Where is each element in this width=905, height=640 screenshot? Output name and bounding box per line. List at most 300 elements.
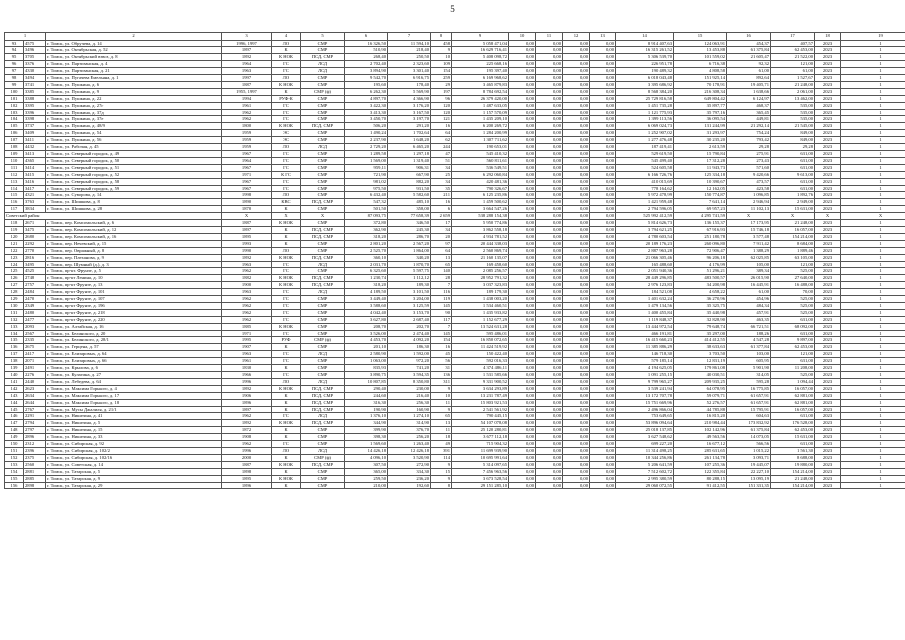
table-cell: 1 [841,95,905,102]
table-cell: 9 [431,461,452,468]
table-cell: 2484 [24,289,46,296]
table-cell: 15 795,91 [727,406,771,413]
table-cell: 62 453,00 [771,47,815,54]
table-cell: 715 904,32 [452,441,509,448]
table-cell: 3 627,80 [345,316,388,323]
table-cell: 3415 [24,171,46,178]
table-row [5,116,905,123]
table-cell: К НОК [272,461,301,468]
table-cell: СМР [301,240,345,247]
table-cell: 107 255,36 [674,461,727,468]
table-cell: 3 520,90 [388,454,431,461]
table-cell: 0,00 [563,102,590,109]
table-cell: 0,00 [509,144,536,151]
table-cell: К [272,365,301,372]
table-cell: 1962 [222,268,272,275]
table-cell: 54 107 078,08 [452,420,509,427]
table-cell: 0,00 [536,109,563,116]
table-cell: 1 277 476,48 [616,137,674,144]
table-row [5,185,905,192]
table-cell: г. Томск, ул. Кулагина, д. 27 [46,372,222,379]
table-cell: 0,00 [509,351,536,358]
table-cell: 604,63 [727,413,771,420]
table-cell: 36 095,54 [674,116,727,123]
table-cell: 125 334,18 [674,171,727,178]
table-cell: г. Томск, ул. Герцена, д. 57 [46,344,222,351]
table-cell: СМР (ф) [301,454,345,461]
table-row [5,233,905,240]
table-row [5,178,905,185]
table-cell: г. Томск, ул. Пушкина, д. 37д [46,109,222,116]
table-cell: 0,00 [563,40,590,47]
table-cell: 150 422,40 [452,351,509,358]
table-cell: 510,90 [345,47,388,54]
table-cell: 529 619,50 [616,151,674,158]
table-cell: 0,00 [590,468,616,475]
subtotal-cell: 4 295 741,59 [674,213,727,220]
table-cell: 0,00 [509,427,536,434]
table-cell: 1 [841,226,905,233]
table-cell: 3 093,71 [727,454,771,461]
table-cell: ГС [272,164,301,171]
table-cell: 2023 [815,475,841,482]
table-cell: 6 325,60 [345,268,388,275]
table-cell: 3 395 686,92 [616,81,674,88]
table-cell: 1963 [222,351,272,358]
table-cell: 2 061,00 [771,88,815,95]
table-cell: 631,00 [771,164,815,171]
table-cell: 631,00 [771,330,815,337]
table-cell: 202,70 [388,323,431,330]
table-cell: 3396 [24,109,46,116]
table-cell: 0,00 [563,351,590,358]
table-cell: 2440 [24,378,46,385]
table-cell: ПСД, СМР [301,226,345,233]
table-cell: 261 134,78 [674,454,727,461]
table-cell: 0,00 [509,151,536,158]
table-cell: 0,00 [536,261,563,268]
table-cell: 1 121 775,93 [616,109,674,116]
table-cell: 0,00 [509,54,536,61]
table-cell: 1 459 500,62 [452,199,509,206]
table-cell: 97 [431,240,452,247]
table-cell: К [272,427,301,434]
table-cell: 16 415 660,23 [616,337,674,344]
table-cell: 35 440,98 [674,309,727,316]
table-cell: 13 [431,420,452,427]
table-cell: 721,90 [345,171,388,178]
table-cell: 2291 [24,413,46,420]
table-cell: 0,00 [563,372,590,379]
table-cell: 65 [431,261,452,268]
table-cell: СМР [301,220,345,227]
table-cell: 0,00 [563,240,590,247]
table-cell: 1 [841,123,905,130]
table-cell: 407,57 [771,40,815,47]
table-cell: 3763 [24,199,46,206]
table-cell: К [272,233,301,240]
table-cell: 61,00 [727,289,771,296]
table-cell: г. Томск, ул. Пушкина, д. 54 [46,130,222,137]
table-row [5,199,905,206]
table-cell: 28 952 791,32 [452,275,509,282]
table-cell: 3 526,00 [345,330,388,337]
table-cell: 7 [431,282,452,289]
table-cell: 545 410,32 [452,151,509,158]
table-cell: 143 [5,392,24,399]
table-cell: 1 [841,233,905,240]
table-cell: 334,30 [388,468,431,475]
table-cell: СМР [301,192,345,199]
table-cell: 4 194 625,05 [616,365,674,372]
table-cell: 0,00 [590,454,616,461]
table-cell: СМР [301,296,345,303]
table-cell: 104 [5,116,24,123]
table-cell: 140 [431,268,452,275]
table-cell: 0,00 [509,75,536,82]
table-cell: г. Томск, ул. Татарская, д. 9 [46,475,222,482]
table-cell: СМР [301,330,345,337]
table-cell: 3 413,30 [345,109,388,116]
table-cell: 2023 [815,157,841,164]
table-cell: 2794 [24,420,46,427]
table-cell: 0,00 [590,199,616,206]
table-cell: ЛО [272,378,301,385]
header-cell: 3 [222,33,272,41]
table-cell: 17 [431,220,452,227]
table-cell: 1 [841,40,905,47]
table-cell: 2023 [815,316,841,323]
table-cell: 1 [841,468,905,475]
table-cell: 5 058 471,04 [452,40,509,47]
table-cell: 2023 [815,261,841,268]
table-cell: 423,58 [727,185,771,192]
table-cell: 116 [431,289,452,296]
table-cell: К ГС [272,171,301,178]
table-cell: 0,00 [563,441,590,448]
table-cell: 32 828,90 [674,316,727,323]
table-cell: 1 [841,447,905,454]
table-cell: 1897 [222,406,272,413]
table-row [5,309,905,316]
table-cell: 0,00 [563,406,590,413]
table-cell: 1 [841,330,905,337]
table-cell: СМР [301,441,345,448]
table-cell: 61 657,91 [727,399,771,406]
table-cell: ЛО [272,447,301,454]
table-cell: 605,95 [727,358,771,365]
table-cell: 0,00 [536,392,563,399]
table-cell: 2023 [815,185,841,192]
table-cell: К [272,226,301,233]
table-cell: СМР [301,358,345,365]
table-cell: 1 289,58 [345,151,388,158]
table-cell: 0,00 [590,302,616,309]
table-cell: 667,90 [388,171,431,178]
header-cell: 19 [841,33,905,41]
table-cell: г. Томск, ул. Северный городок, д. 51 [46,164,222,171]
table-cell: 6 200 269,72 [452,123,509,130]
table-cell: 1 274,10 [388,413,431,420]
table-cell: 61,00 [727,68,771,75]
table-cell: 314,90 [388,420,431,427]
table-cell: 0,00 [509,275,536,282]
table-cell: г. Томск, ул. Лебедева, д. 64 [46,378,222,385]
table-cell: г. Томск, ул. Пушкина, д. 6 [46,81,222,88]
table-cell: 3 450,70 [345,116,388,123]
table-row [5,130,905,137]
table-cell: 525,00 [771,372,815,379]
table-row [5,427,905,434]
table-cell: 835,93 [345,365,388,372]
table-cell: 0,00 [590,406,616,413]
table-cell: 2023 [815,206,841,213]
table-cell: 2491 [24,365,46,372]
table-cell: 6 716,38 [674,61,727,68]
table-cell: ГС [272,330,301,337]
table-cell: 15 751 669,96 [616,399,674,406]
table-cell: 1 [841,399,905,406]
table-cell: 311 [431,378,452,385]
table-row [5,365,905,372]
table-cell: 0,00 [590,296,616,303]
table-cell: 0,00 [509,164,536,171]
subtotal-cell: X [727,213,771,220]
table-cell: 0,00 [536,337,563,344]
table-cell: 31 [431,365,452,372]
table-cell: 111 [5,164,24,171]
table-cell: 0,00 [509,420,536,427]
table-cell: 0,00 [563,289,590,296]
table-row [5,144,905,151]
table-cell: 0,00 [536,130,563,137]
table-cell: 1 702,64 [388,130,431,137]
table-cell: 2 946,94 [727,199,771,206]
table-cell: 4 934 781,52 [452,233,509,240]
table-cell: 0,00 [563,475,590,482]
table-cell: 5 569,90 [388,88,431,95]
table-cell: 699 227,20 [616,441,674,448]
table-cell: 90 [431,309,452,316]
table-cell: 0,00 [536,226,563,233]
table-cell: 2767 [24,406,46,413]
table-cell: 2071 [24,358,46,365]
table-row [5,441,905,448]
table-cell: 16 057,00 [771,385,815,392]
table-cell: 11 424 519,92 [452,344,509,351]
table-cell: 2023 [815,392,841,399]
table-cell: 20 444 338,03 [452,240,509,247]
table-cell: 2671 [24,220,46,227]
table-cell: 3 588,60 [345,302,388,309]
table-cell: 906,31 [388,164,431,171]
table-cell: 108 [5,144,24,151]
table-cell: 0,00 [536,282,563,289]
subtotal-cell: X [272,213,301,220]
table-cell: 0,00 [536,351,563,358]
table-cell: 372,80 [345,220,388,227]
table-cell: 535,00 [771,116,815,123]
table-cell: 1 [841,302,905,309]
table-cell: 1 [841,406,905,413]
table-cell: 2477 [24,316,46,323]
table-cell: 0,00 [590,116,616,123]
table-cell: 0,00 [509,461,536,468]
table-cell: ГС [272,289,301,296]
table-cell: 0,00 [536,164,563,171]
table-cell: 122 [5,247,24,254]
table-cell: ГС [272,316,301,323]
table-cell: г. Томск, пер. Плеханова, д. 9 [46,254,222,261]
table-row [5,296,905,303]
table-cell: 0,00 [509,330,536,337]
table-cell: 25 [431,171,452,178]
table-cell: 190 489,32 [616,68,674,75]
table-cell: 47 [431,151,452,158]
table-cell: 127 [5,282,24,289]
table-cell: 1 252 907,02 [616,130,674,137]
table-cell: 545 499,40 [616,157,674,164]
table-cell: 0,00 [509,247,536,254]
table-cell: 414 412,55 [674,337,727,344]
table-cell: 1996, 1997 [222,40,272,47]
table-cell: 0,00 [536,447,563,454]
table-cell: 8 568 384,20 [616,88,674,95]
table-cell: 4321 [24,192,46,199]
table-cell: 2560 [24,461,46,468]
table-cell: 142 [5,385,24,392]
table-cell: 0,00 [536,289,563,296]
table-cell: 35 297,00 [674,330,727,337]
table-cell: 3 125,59 [388,302,431,309]
table-cell: 2 237,90 [345,137,388,144]
table-cell: 121 [5,240,24,247]
table-cell: 29,28 [727,144,771,151]
table-cell: 176 528,00 [771,420,815,427]
table-cell: 0,00 [509,316,536,323]
table-cell: 0,00 [536,171,563,178]
table-cell: 0,00 [509,344,536,351]
table-cell: 1 [841,206,905,213]
table-cell: 595 486,01 [452,330,509,337]
table-cell: 72 906,47 [674,247,727,254]
table-row [5,240,905,247]
table-cell: 1997 [222,75,272,82]
table-cell: 7 512 602,72 [616,468,674,475]
table-cell: 389,34 [727,268,771,275]
table-cell: К НОК [272,475,301,482]
table-cell: 64 [431,130,452,137]
table-cell: 0,00 [509,240,536,247]
table-cell: 8 784 692,54 [452,88,509,95]
table-cell: 1 297,18 [388,151,431,158]
table-cell: 15 [431,468,452,475]
table-cell: 2349 [24,302,46,309]
table-cell: 1 [841,254,905,261]
subtotal-cell: 538 288 154,38 [452,213,509,220]
table-row [5,151,905,158]
table-cell: 2770 [24,247,46,254]
table-cell: 2023 [815,406,841,413]
table-cell: 0,00 [536,47,563,54]
table-cell: 0,00 [536,302,563,309]
table-cell: г. Томск, пер. Комсомольский, д. 12 [46,226,222,233]
table-cell: 2885 [24,475,46,482]
table-cell: 1 096,85 [727,192,771,199]
table-cell: 286,70 [388,233,431,240]
table-cell: 2023 [815,454,841,461]
table-cell: 114 [5,185,24,192]
table-cell: 2023 [815,268,841,275]
table-cell: 0,00 [563,130,590,137]
header-cell: 8 [431,33,452,41]
table-cell: 1 400 455,84 [616,309,674,316]
table-cell: г. Томск, ул. Никитина, д. 5 [46,420,222,427]
table-cell: 195,60 [345,81,388,88]
table-row [5,420,905,427]
table-cell: 1955, 1997 [222,88,272,95]
table-row [5,164,905,171]
table-cell: 1895 [222,233,272,240]
table-cell: 793,42 [727,137,771,144]
table-cell: 0,00 [590,40,616,47]
table-cell: 0,00 [536,385,563,392]
table-cell: СМР [301,151,345,158]
table-cell: 79 648,74 [674,323,727,330]
table-cell: 119 [5,226,24,233]
table-cell: 0,00 [509,206,536,213]
table-cell: 2 525,70 [345,247,388,254]
table-cell: 103,00 [727,351,771,358]
table-row [5,88,905,95]
table-cell: 1 [841,178,905,185]
table-cell: 1 [841,358,905,365]
table-cell: СМР [301,344,345,351]
table-cell: 1 [841,102,905,109]
table-cell: 1 [841,137,905,144]
table-cell: 0,00 [509,289,536,296]
table-cell: ЛСД [301,413,345,420]
table-cell: 1 [841,199,905,206]
table-cell: ЛСД [301,144,345,151]
table-cell: 6 018 043,48 [616,75,674,82]
table-cell: 399,90 [345,427,388,434]
table-cell: 0,00 [536,233,563,240]
table-cell: ПСД, СМР [301,254,345,261]
table-cell: 1 638,66 [727,88,771,95]
table-cell: 0,00 [563,254,590,261]
table-cell: 0,00 [590,358,616,365]
table-cell: 2375 [24,454,46,461]
table-cell: 1967 [222,178,272,185]
table-cell: 5 950 774,86 [452,220,509,227]
table-cell: 96 [5,61,24,68]
table-cell: 316,30 [345,399,388,406]
table-cell: 117 [431,316,452,323]
table-cell: 64 [431,247,452,254]
subtotal-cell: X [815,213,841,220]
table-cell: 69 957,23 [674,206,727,213]
table-cell: 34 200,98 [674,282,727,289]
table-cell: 15 790,84 [674,151,727,158]
table-cell: г. Томск, ул. Мусы Джалиля, д. 21/1 [46,406,222,413]
header-cell: 11 [536,33,563,41]
table-cell: г. Томск, ул. Советская, д. 14 [46,461,222,468]
table-cell: 0,00 [536,454,563,461]
table-cell: 0,00 [536,199,563,206]
table-cell: 1 [841,351,905,358]
table-cell: 1 [841,344,905,351]
